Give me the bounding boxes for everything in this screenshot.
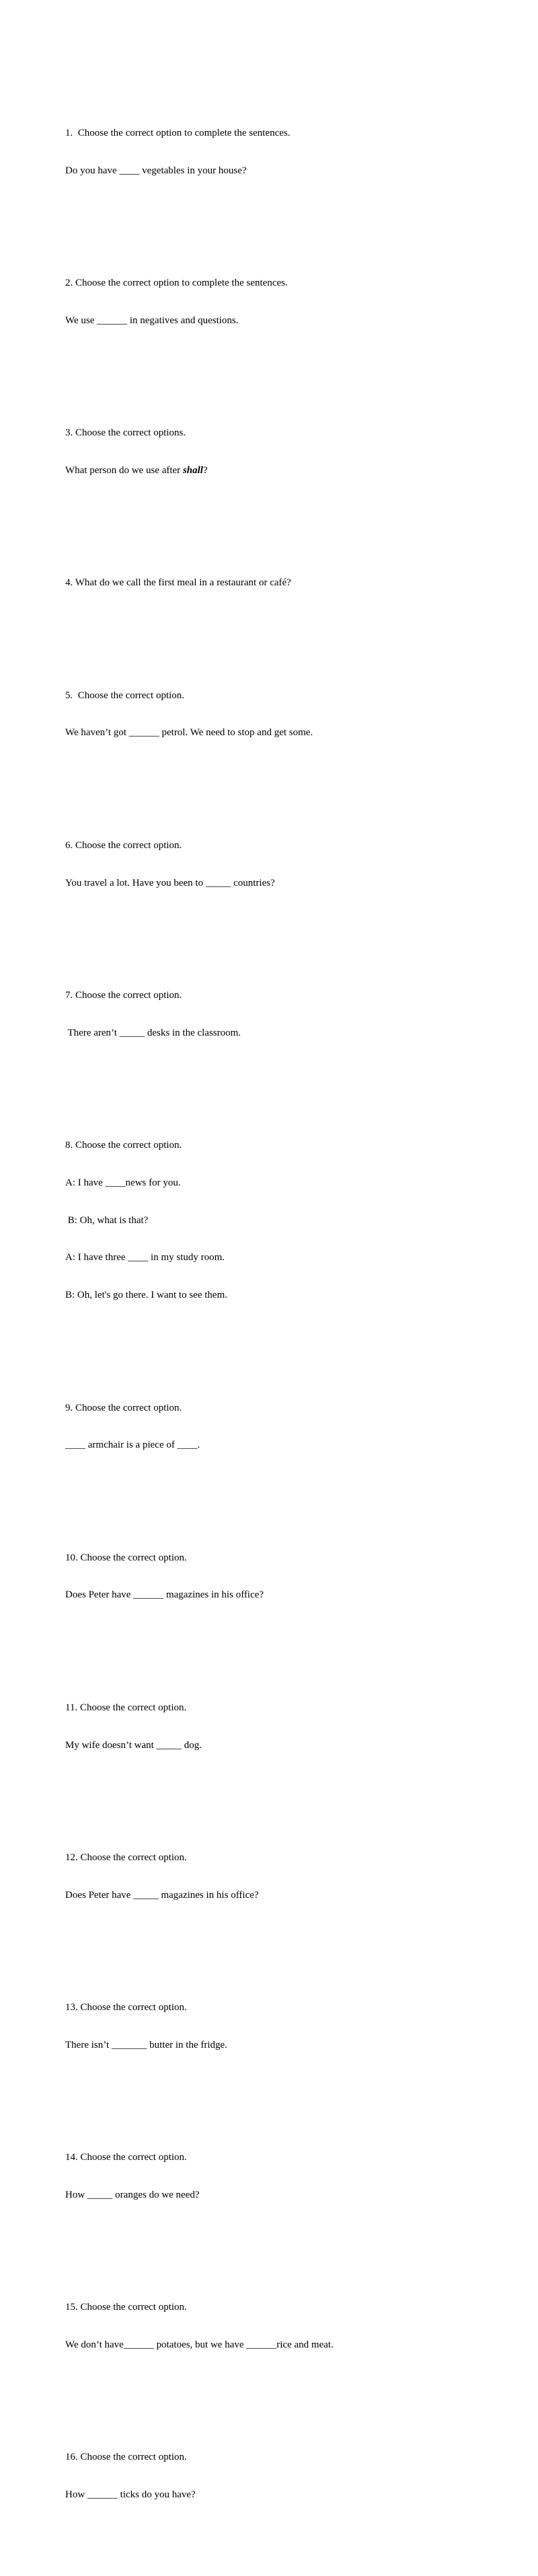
question-9 — [65, 1376, 496, 1477]
sentence-text-after: ? — [202, 465, 208, 476]
question-prompt: 13. Choose the correct option. — [65, 2002, 187, 2013]
question-prompt: 9. Choose the correct option. — [65, 1402, 182, 1413]
question-prompt: 6. Choose the correct option. — [65, 839, 182, 851]
question-prompt: 5. Choose the correct option. — [65, 690, 185, 701]
question-15 — [65, 2276, 496, 2376]
question-8 — [65, 1114, 496, 1327]
sentence-text-before: What person do we use after — [65, 465, 183, 476]
question-sentence: You travel a lot. Have you been to _____ countries? — [65, 877, 275, 888]
question-3 — [65, 402, 496, 502]
question-10 — [65, 1526, 496, 1626]
question-5 — [65, 665, 496, 765]
question-sentence: How ______ ticks do you have? — [65, 2489, 196, 2501]
question-prompt: 12. Choose the correct option. — [65, 1852, 187, 1863]
question-prompt: 8. Choose the correct option. — [65, 1140, 182, 1151]
dialogue-line: A: I have ____news for you. — [65, 1177, 181, 1188]
question-2 — [65, 252, 496, 352]
question-prompt: 16. Choose the correct option. — [65, 2452, 187, 2463]
question-12 — [65, 1827, 496, 1927]
question-13 — [65, 1977, 496, 2077]
question-sentence: How _____ oranges do we need? — [65, 2189, 200, 2200]
question-prompt: 14. Choose the correct option. — [65, 2152, 187, 2163]
question-prompt: 4. What do we call the first meal in a restaurant or café? — [65, 577, 291, 589]
dialogue-line: A: I have three ____ in my study room. — [65, 1252, 225, 1263]
question-prompt: 11. Choose the correct option. — [65, 1702, 187, 1713]
question-prompt: 2. Choose the correct option to complete the sentences. — [65, 278, 288, 289]
question-sentence: Do you have ____ vegetables in your house? — [65, 165, 247, 176]
question-list — [65, 65, 496, 2576]
question-prompt: 3. Choose the correct options. — [65, 427, 186, 439]
question-14 — [65, 2126, 496, 2227]
question-7 — [65, 964, 496, 1065]
dialogue-line: B: Oh, what is that? — [65, 1214, 149, 1226]
question-sentence: We haven’t got ______ petrol. We need to stop and get some. — [65, 727, 313, 739]
question-sentence: There aren’t _____ desks in the classroom. — [65, 1027, 241, 1038]
question-sentence: My wife doesn’t want _____ dog. — [65, 1739, 202, 1751]
question-sentence — [65, 464, 496, 477]
question-4 — [65, 552, 496, 614]
question-11 — [65, 1677, 496, 1777]
question-1 — [65, 102, 496, 202]
question-prompt: 1. Choose the correct option to complete the sentences. — [65, 127, 291, 138]
question-prompt: 7. Choose the correct option. — [65, 989, 182, 1001]
emphasized-word: shall — [182, 465, 203, 476]
question-sentence: There isn’t _______ butter in the fridge. — [65, 2039, 227, 2050]
question-prompt: 15. Choose the correct option. — [65, 2302, 187, 2313]
question-sentence: ____ armchair is a piece of ____. — [65, 1440, 200, 1451]
question-sentence: Does Peter have ______ magazines in his office? — [65, 1589, 264, 1601]
dialogue-line: B: Oh, let's go there. I want to see them. — [65, 1290, 227, 1301]
question-16 — [65, 2426, 496, 2526]
question-sentence: Does Peter have _____ magazines in his office? — [65, 1889, 259, 1901]
question-prompt: 10. Choose the correct option. — [65, 1552, 187, 1563]
question-6 — [65, 815, 496, 915]
question-sentence: We don’t have______ potatoes, but we have ______rice and meat. — [65, 2339, 334, 2351]
question-sentence: We use ______ in negatives and questions. — [65, 315, 239, 326]
